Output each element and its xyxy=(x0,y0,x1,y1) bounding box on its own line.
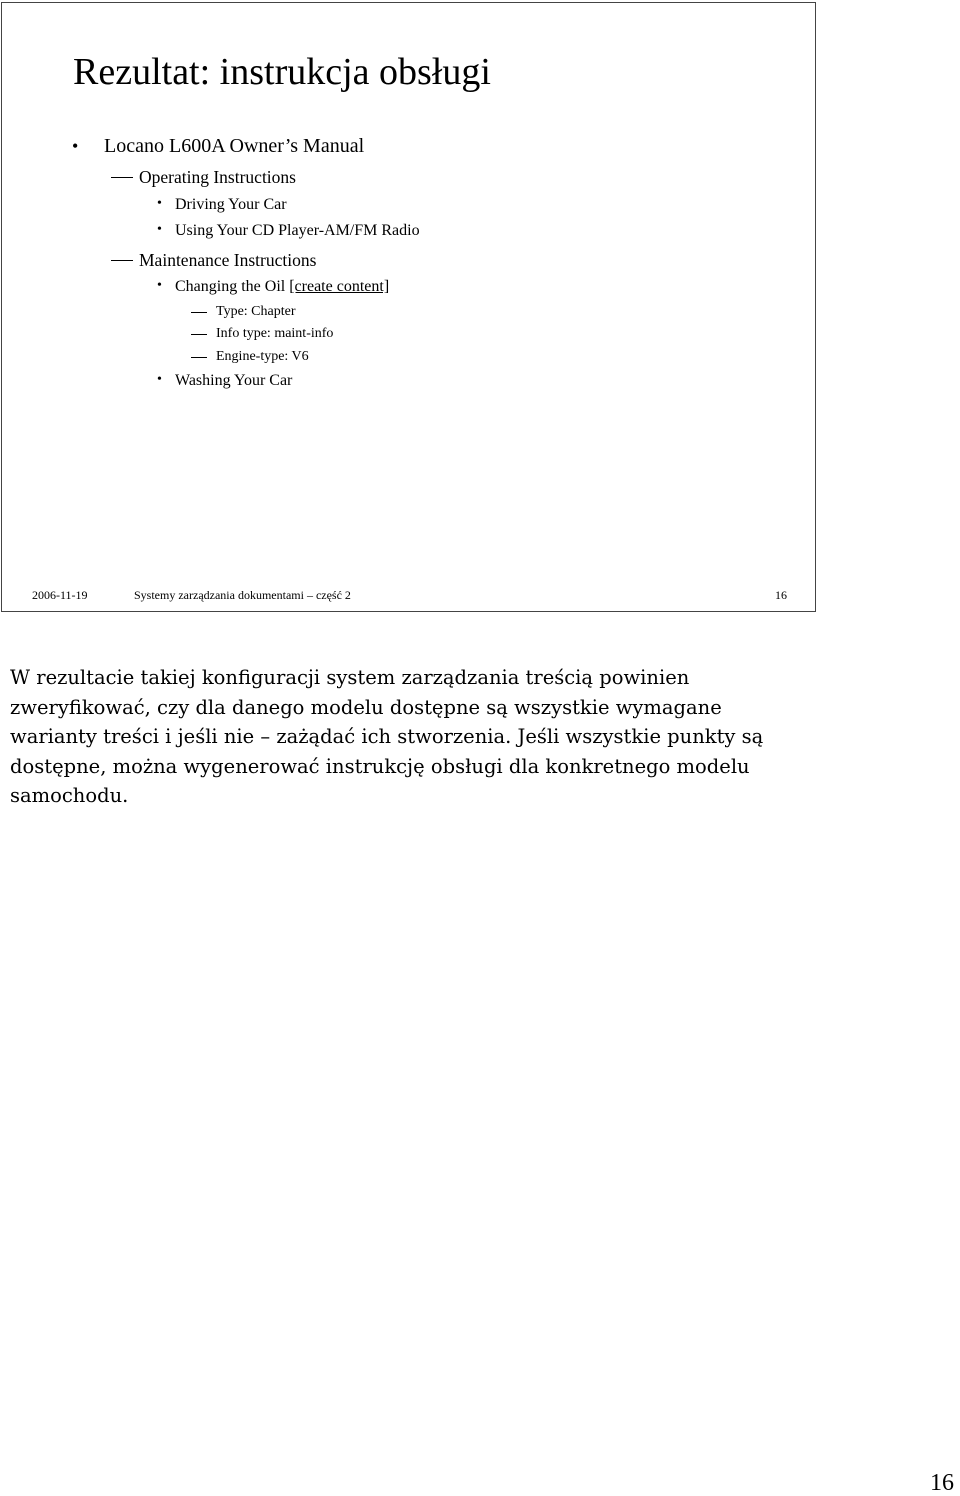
bullet-marker: • xyxy=(157,222,162,237)
bullet-marker: • xyxy=(157,196,162,211)
outline-item-label: Changing the Oil xyxy=(175,278,286,295)
outline-item-label: Info type: maint-info xyxy=(216,326,334,341)
outline-item-label: Type: Chapter xyxy=(216,304,296,319)
bullet-marker: • xyxy=(72,136,79,156)
create-content-link[interactable]: [create content] xyxy=(289,278,390,295)
slide-footer-title: Systemy zarządzania dokumentami – część 2 xyxy=(134,588,351,602)
slide-title: Rezultat: instrukcja obsługi xyxy=(73,51,491,93)
speaker-notes: W rezultacie takiej konfiguracji system zarządzania treścią powinien zweryfikować, czy dla danego modelu dostępne są wszystkie wymagane warianty treści i jeśli nie – zażądać ich stworzenia. Jeśli wszystkie punkty są dostępne, można wygenerować instrukcję obsługi dla konkretnego modelu samochodu. xyxy=(10,666,764,807)
outline-item-engine-type xyxy=(216,348,309,366)
dash-marker xyxy=(191,334,207,335)
outline-item-label: Maintenance Instructions xyxy=(139,250,317,270)
slide-footer-date: 2006-11-19 xyxy=(32,588,88,602)
outline-item-manual xyxy=(72,134,365,158)
dash-marker xyxy=(111,260,133,261)
bullet-marker: • xyxy=(157,372,162,387)
outline-item-type xyxy=(216,303,296,321)
outline-item-label: Driving Your Car xyxy=(175,196,287,213)
slide-number: 16 xyxy=(775,588,787,602)
page-number: 16 xyxy=(930,1470,954,1496)
outline-item-cd-player xyxy=(157,221,420,241)
outline-item-label: Operating Instructions xyxy=(139,167,296,187)
outline-item-label: Washing Your Car xyxy=(175,372,293,389)
outline-item-maintenance xyxy=(139,249,316,271)
slide-frame xyxy=(1,2,816,612)
outline-item-info-type xyxy=(216,325,333,343)
dash-marker xyxy=(111,177,133,178)
dash-marker xyxy=(191,312,207,313)
outline-item-operating xyxy=(139,166,296,188)
outline-item-label: Engine-type: V6 xyxy=(216,349,309,364)
outline-item-washing xyxy=(157,371,293,391)
outline-item-driving xyxy=(157,195,287,215)
outline-item-label: Using Your CD Player-AM/FM Radio xyxy=(175,222,420,239)
bullet-marker: • xyxy=(157,278,162,293)
outline-item-label: Locano L600A Owner’s Manual xyxy=(104,135,365,157)
outline-item-oil xyxy=(157,277,390,297)
dash-marker xyxy=(191,357,207,358)
